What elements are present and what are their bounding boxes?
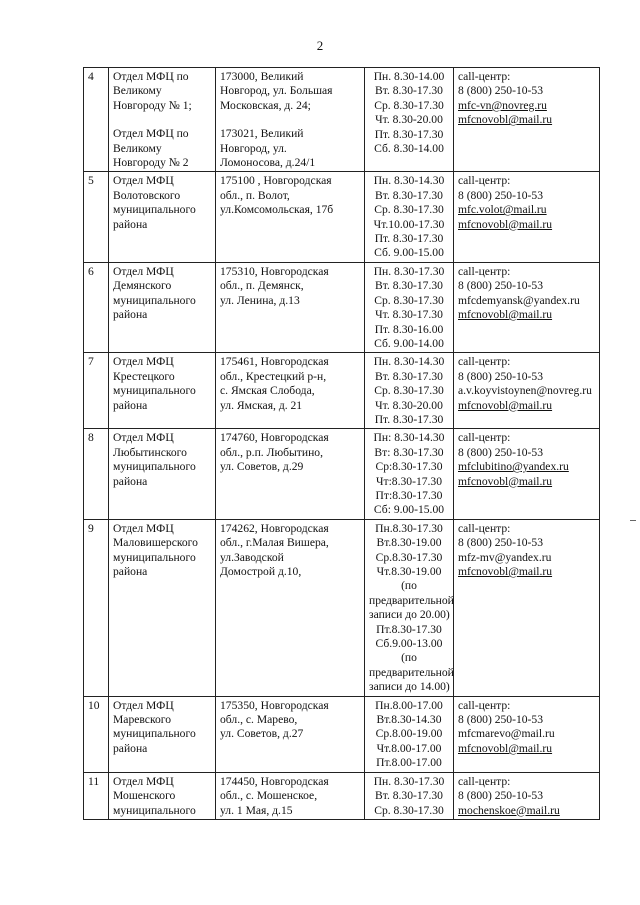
address-cell (216, 172, 365, 262)
hours-line: Вт. 8.30-17.30 (375, 789, 443, 803)
office-name-cell (109, 172, 216, 262)
contact-cell (454, 696, 600, 772)
address-line: 174760, Новгородская (220, 431, 329, 445)
hours-line: Ср. 8.30-17.30 (374, 98, 444, 112)
phone-number: 8 (800) 250-10-53 (458, 84, 544, 98)
address-line: Новгород, ул. (220, 141, 287, 155)
address-line: обл., с. Мошенское, (220, 789, 318, 803)
contact-label: call-центр: (458, 355, 511, 369)
contact-label: call-центр: (458, 174, 511, 188)
address-line: 175461, Новгородская (220, 355, 329, 369)
office-name-line: Крестецкого (113, 369, 175, 383)
office-name-line: Великому (113, 141, 162, 155)
address-cell (216, 353, 365, 429)
email-link[interactable]: mfcnovobl@mail.ru (458, 474, 553, 488)
office-name-cell (109, 696, 216, 772)
hours-cell (365, 353, 454, 429)
address-line: 174262, Новгородская (220, 521, 329, 535)
office-name-line: Великому (113, 84, 162, 98)
email-link[interactable]: mfc-vn@novreg.ru (458, 98, 547, 112)
mfc-offices-table (83, 67, 600, 820)
hours-line: Пн. 8.30-17.30 (373, 264, 445, 278)
email-link[interactable]: mfcdemyansk@yandex.ru (458, 293, 580, 307)
office-name-cell (109, 262, 216, 352)
email-link[interactable]: mfcnovobl@mail.ru (458, 741, 553, 755)
office-name-line: Отдел МФЦ (113, 431, 174, 445)
address-cell (216, 519, 365, 696)
office-name-line: муниципального (113, 460, 196, 474)
address-cell (216, 772, 365, 819)
hours-line: Пт:8.30-17.30 (375, 488, 443, 502)
hours-cell (365, 172, 454, 262)
address-line: обл., Крестецкий р-н, (220, 369, 327, 383)
address-line: Ломоносова, д.24/1 (220, 156, 316, 170)
address-line: обл., с. Марево, (220, 713, 298, 727)
hours-line: Чт.8.00-17.00 (376, 741, 442, 755)
office-name-cell (109, 429, 216, 519)
row-number: 7 (84, 353, 109, 429)
address-cell (216, 68, 365, 172)
contact-label: call-центр: (458, 70, 511, 83)
contact-cell (454, 68, 600, 172)
table-row (84, 696, 600, 772)
hours-line: Сб. 8.30-14.00 (374, 142, 444, 156)
office-name-line: района (113, 741, 148, 755)
contact-cell (454, 353, 600, 429)
office-name-line: Мошенского (113, 789, 176, 803)
row-number: 6 (84, 262, 109, 352)
email-link[interactable]: mfcnovobl@mail.ru (458, 217, 553, 231)
hours-line: Вт. 8.30-17.30 (375, 279, 443, 293)
office-name-line: Маловишерского (113, 536, 198, 550)
office-name-line: района (113, 565, 148, 578)
hours-line: Пн. 8.30-17.30 (373, 774, 445, 788)
email-link[interactable]: mfcnovobl@mail.ru (458, 113, 553, 127)
office-name-line: Отдел МФЦ (113, 355, 174, 369)
office-name-line: Демянского (113, 279, 172, 293)
hours-line: Пт. 8.30-17.30 (374, 232, 444, 246)
hours-cell (365, 696, 454, 772)
hours-cell (365, 262, 454, 352)
contact-label: call-центр: (458, 521, 511, 535)
hours-line: Вт. 8.30-17.30 (375, 188, 443, 202)
office-name-line: Отдел МФЦ по (113, 70, 189, 83)
office-name-line: муниципального (113, 293, 196, 307)
hours-line: Пт.8.00-17.00 (376, 756, 442, 770)
address-line: ул. Советов, д.29 (220, 460, 304, 474)
contact-label: call-центр: (458, 774, 511, 788)
address-line: 173021, Великий (220, 127, 304, 141)
hours-line: Чт. 8.30-20.00 (375, 398, 443, 412)
hours-line: Вт.8.30-14.30 (376, 713, 442, 727)
office-name-line: муниципального (113, 803, 196, 817)
address-cell (216, 262, 365, 352)
office-name-line: Маревского (113, 713, 172, 727)
email-link[interactable]: mochenskoe@mail.ru (458, 803, 560, 817)
table-row (84, 68, 600, 172)
office-name-cell (109, 519, 216, 696)
hours-cell (365, 519, 454, 696)
office-name-line: муниципального (113, 384, 196, 398)
email-link[interactable]: a.v.koyvistoynen@novreg.ru (458, 384, 592, 398)
hours-line: Сб: 9.00-15.00 (373, 503, 445, 517)
hours-line: Ср. 8.30-17.30 (374, 803, 444, 817)
address-line: 175350, Новгородская (220, 698, 329, 712)
hours-line: предварительной (369, 593, 454, 607)
row-number: 10 (84, 696, 109, 772)
phone-number: 8 (800) 250-10-53 (458, 279, 544, 293)
phone-number: 8 (800) 250-10-53 (458, 188, 544, 202)
office-name-line: Отдел МФЦ (113, 521, 174, 535)
contact-cell (454, 772, 600, 819)
address-line: ул. Советов, д.27 (220, 727, 304, 741)
hours-line: предварительной (369, 665, 454, 679)
address-line: обл., п. Волот, (220, 188, 290, 202)
hours-line: Чт. 8.30-17.30 (375, 308, 443, 322)
hours-line: Сб. 9.00-15.00 (374, 246, 444, 260)
hours-line: записи до 14.00) (369, 680, 450, 694)
row-number: 8 (84, 429, 109, 519)
address-line: обл., р.п. Любытино, (220, 445, 323, 459)
row-number: 9 (84, 519, 109, 696)
hours-line: Ср.8.00-19.00 (375, 727, 443, 741)
row-number: 11 (84, 772, 109, 819)
office-name-line: района (113, 217, 148, 231)
office-name-line: района (113, 398, 148, 412)
hours-line: Чт.8.30-19.00 (376, 565, 442, 578)
hours-line: Вт. 8.30-17.30 (375, 369, 443, 383)
office-name-line: Новгороду № 1; (113, 98, 192, 112)
hours-line: Сб. 9.00-14.00 (374, 336, 444, 350)
office-name-line: Любытинского (113, 445, 187, 459)
hours-line: записи до 20.00) (369, 608, 450, 622)
table-row (84, 262, 600, 352)
hours-line: (по (401, 579, 417, 593)
table-row (84, 353, 600, 429)
hours-line: Пн. 8.30-14.30 (373, 174, 445, 188)
office-name-line: Новгороду № 2 (113, 156, 189, 170)
hours-line: Вт.8.30-19.00 (376, 536, 442, 550)
office-name-line: муниципального (113, 203, 196, 217)
hours-line: Ср:8.30-17.30 (375, 460, 443, 474)
email-link[interactable]: mfcnovobl@mail.ru (458, 308, 553, 322)
address-line: 174450, Новгородская (220, 774, 329, 788)
office-name-line: Отдел МФЦ (113, 174, 174, 188)
hours-line: Пн.8.30-17.30 (375, 521, 443, 535)
margin-mark (630, 520, 636, 521)
row-number: 5 (84, 172, 109, 262)
hours-line: Ср. 8.30-17.30 (374, 293, 444, 307)
email-link[interactable]: mfz-mv@yandex.ru (458, 550, 552, 564)
contact-label: call-центр: (458, 264, 511, 278)
contact-cell (454, 172, 600, 262)
office-name-cell (109, 772, 216, 819)
page-number: 2 (316, 38, 324, 53)
contact-label: call-центр: (458, 698, 511, 712)
phone-number: 8 (800) 250-10-53 (458, 445, 544, 459)
address-line: ул. Ямская, д. 21 (220, 398, 303, 412)
phone-number: 8 (800) 250-10-53 (458, 713, 544, 727)
email-link[interactable]: mfcnovobl@mail.ru (458, 565, 553, 578)
address-line: с. Ямская Слобода, (220, 384, 315, 398)
hours-line: Ср. 8.30-17.30 (374, 203, 444, 217)
hours-line: Пн.8.00-17.00 (375, 698, 443, 712)
hours-line: Пт. 8.30-16.00 (374, 322, 444, 336)
address-line: ул. 1 Мая, д.15 (220, 803, 293, 817)
contact-label: call-центр: (458, 431, 511, 445)
address-line: 175310, Новгородская (220, 264, 329, 278)
table-row (84, 772, 600, 819)
address-cell (216, 429, 365, 519)
row-number: 4 (84, 68, 109, 172)
email-link[interactable]: mfcnovobl@mail.ru (458, 398, 553, 412)
address-cell (216, 696, 365, 772)
contact-cell (454, 429, 600, 519)
table-row (84, 519, 600, 696)
hours-line: Пн. 8.30-14.00 (373, 70, 445, 83)
phone-number: 8 (800) 250-10-53 (458, 789, 544, 803)
hours-line: Чт.10.00-17.30 (373, 217, 445, 231)
email-link[interactable]: mfcmarevo@mail.ru (458, 727, 555, 741)
hours-line: Сб.9.00-13.00 (375, 637, 443, 651)
email-link[interactable]: mfclubitino@yandex.ru (458, 460, 569, 474)
hours-line: Пт.8.30-17.30 (376, 622, 442, 636)
hours-cell (365, 772, 454, 819)
address-line: обл., г.Малая Вишера, (220, 536, 329, 550)
office-name-line: Отдел МФЦ (113, 698, 174, 712)
email-link[interactable]: mfc.volot@mail.ru (458, 203, 547, 217)
office-name-line: Отдел МФЦ по (113, 127, 189, 141)
hours-line: Ср. 8.30-17.30 (374, 384, 444, 398)
hours-line: Вт. 8.30-17.30 (375, 84, 443, 98)
address-line: 175100 , Новгородская (220, 174, 332, 188)
hours-line: Ср.8.30-17.30 (375, 550, 443, 564)
hours-line: Вт: 8.30-17.30 (374, 445, 444, 459)
hours-cell (365, 429, 454, 519)
address-line: ул.Заводской (220, 550, 284, 564)
office-name-cell (109, 353, 216, 429)
phone-number: 8 (800) 250-10-53 (458, 536, 544, 550)
hours-line: Чт:8.30-17.30 (375, 474, 443, 488)
hours-line: Пт. 8.30-17.30 (374, 412, 444, 426)
contact-cell (454, 262, 600, 352)
office-name-line: муниципального (113, 550, 196, 564)
office-name-line: Отдел МФЦ (113, 774, 174, 788)
hours-line: Чт. 8.30-20.00 (375, 113, 443, 127)
address-line: Домострой д.10, (220, 565, 302, 578)
table-row (84, 172, 600, 262)
address-line: обл., п. Демянск, (220, 279, 304, 293)
contact-cell (454, 519, 600, 696)
office-name-line: района (113, 474, 148, 488)
hours-cell (365, 68, 454, 172)
address-line: Московская, д. 24; (220, 98, 311, 112)
office-name-cell (109, 68, 216, 172)
office-name-line: Волотовского (113, 188, 181, 202)
hours-line: (по (401, 651, 417, 665)
hours-line: Пт. 8.30-17.30 (374, 127, 444, 141)
address-line: ул. Ленина, д.13 (220, 293, 300, 307)
office-name-line: муниципального (113, 727, 196, 741)
address-line: Новгород, ул. Большая (220, 84, 333, 98)
address-line: 173000, Великий (220, 70, 304, 83)
hours-line: Пн: 8.30-14.30 (373, 431, 445, 445)
phone-number: 8 (800) 250-10-53 (458, 369, 544, 383)
office-name-line: района (113, 308, 148, 322)
office-name-line: Отдел МФЦ (113, 264, 174, 278)
hours-line: Пн. 8.30-14.30 (373, 355, 445, 369)
address-line: ул.Комсомольская, 17б (220, 203, 334, 217)
table-row (84, 429, 600, 519)
